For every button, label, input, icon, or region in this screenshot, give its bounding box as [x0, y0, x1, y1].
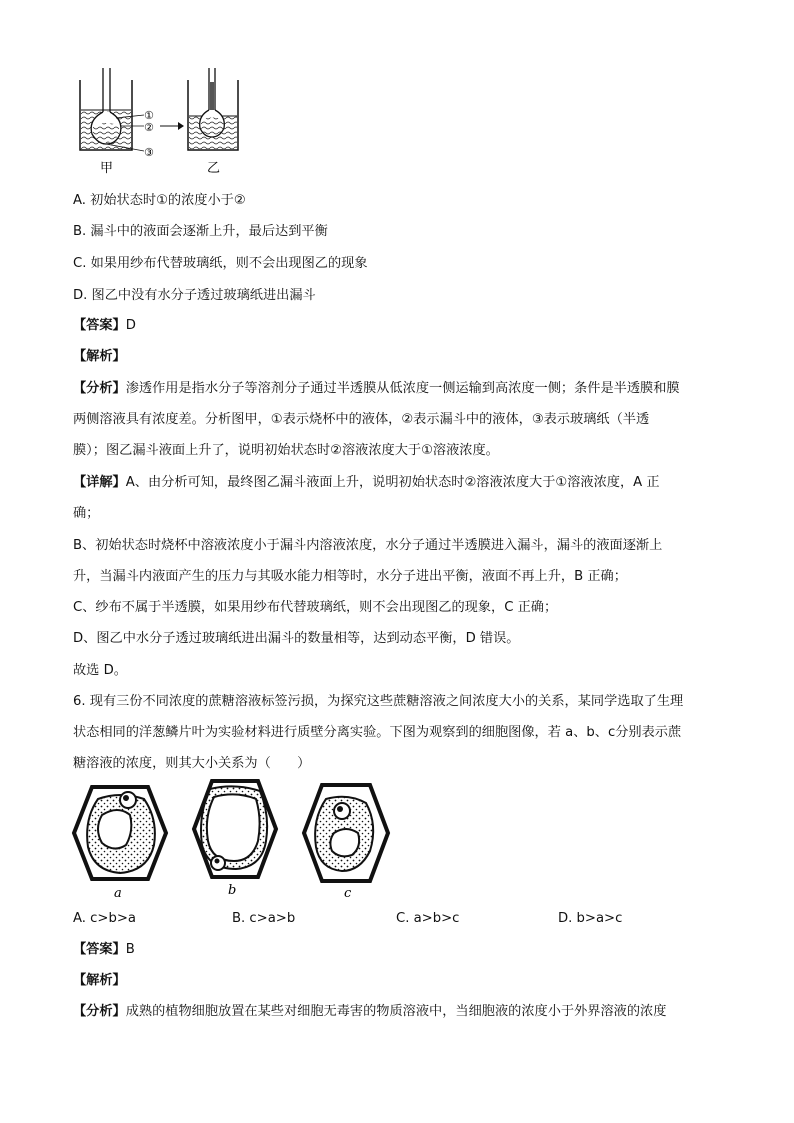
q6-option-b: B. c>a>b	[232, 911, 296, 926]
q5-detail-line-5: C、纱布不属于半透膜，如果用纱布代替玻璃纸，则不会出现图乙的现象，C 正确；	[73, 600, 558, 615]
cell-label-b: b	[228, 883, 237, 898]
q6-option-a: A. c>b>a	[73, 911, 136, 926]
marker-1: ①	[144, 109, 154, 122]
q6-stem-line-2: 状态相同的洋葱鳞片叶为实验材料进行质壁分离实验。下图为观察到的细胞图像，若 a、b、c分别表示蔗	[73, 725, 682, 740]
cell-a	[74, 787, 166, 879]
q5-detail-line-4: 升，当漏斗内液面产生的压力与其吸水能力相等时，水分子进出平衡，液面不再上升，B 正确；	[73, 569, 627, 584]
detail-text: A、由分析可知，最终图乙漏斗液面上升，说明初始状态时②溶液浓度大于①溶液浓度，A 正	[125, 475, 660, 490]
q5-detail-line-2: 确；	[73, 506, 100, 521]
arrow-icon	[160, 122, 184, 130]
q5-detail-line-3: B、初始状态时烧杯中溶液浓度小于漏斗内溶液浓度，水分子通过半透膜进入漏斗，漏斗的液面逐渐上	[73, 538, 663, 553]
marker-3: ③	[144, 146, 154, 159]
q5-option-b: B. 漏斗中的液面会逐渐上升，最后达到平衡	[73, 224, 328, 239]
cells-figure	[70, 775, 400, 905]
q6-stem-line-1: 6. 现有三份不同浓度的蔗糖溶液标签污损，为探究这些蔗糖溶液之间浓度大小的关系，某同学选取了生理	[73, 694, 684, 709]
q6-option-c: C. a>b>c	[396, 911, 460, 926]
q5-detail-line-7: 故选 D。	[73, 663, 127, 678]
marker-2: ②	[144, 121, 154, 134]
q5-detail-line-6: D、图乙中水分子透过玻璃纸进出漏斗的数量相等，达到动态平衡，D 错误。	[73, 631, 520, 646]
beaker-yi	[188, 68, 238, 150]
beaker-jia	[80, 68, 144, 151]
q5-analysis-line-1	[73, 379, 680, 399]
cell-label-c: c	[344, 886, 352, 901]
analysis-text: 成熟的植物细胞放置在某些对细胞无毒害的物质溶液中，当细胞液的浓度小于外界溶液的浓度	[125, 1004, 667, 1019]
q5-analysis-line-3: 膜）；图乙漏斗液面上升了，说明初始状态时②溶液浓度大于①溶液浓度。	[73, 443, 499, 458]
q6-analysis-line-1	[73, 1002, 666, 1022]
answer-value: B	[125, 942, 135, 957]
analysis-tag: 【分析】	[73, 1004, 126, 1019]
q6-analysis-title: 【解析】	[73, 973, 126, 988]
q6-answer	[73, 940, 135, 960]
answer-value: D	[125, 318, 136, 333]
q5-detail-line-1	[73, 473, 660, 493]
cell-label-a: a	[114, 886, 122, 901]
q5-option-a: A. 初始状态时①的浓度小于②	[73, 193, 246, 208]
label-yi: 乙	[207, 161, 221, 176]
analysis-text: 渗透作用是指水分子等溶剂分子通过半透膜从低浓度一侧运输到高浓度一侧；条件是半透膜和膜	[125, 381, 680, 396]
q5-analysis-title: 【解析】	[73, 349, 126, 364]
q5-answer	[73, 316, 136, 336]
q6-stem-line-3: 糖溶液的浓度，则其大小关系为（ ）	[73, 756, 311, 771]
answer-tag: 【答案】	[73, 318, 126, 333]
q5-option-c: C. 如果用纱布代替玻璃纸，则不会出现图乙的现象	[73, 256, 368, 271]
q6-option-d: D. b>a>c	[558, 911, 623, 926]
q5-option-d: D. 图乙中没有水分子透过玻璃纸进出漏斗	[73, 288, 316, 303]
detail-tag: 【详解】	[73, 475, 126, 490]
answer-tag: 【答案】	[73, 942, 126, 957]
q5-analysis-line-2: 两侧溶液具有浓度差。分析图甲，①表示烧杯中的液体，②表示漏斗中的液体，③表示玻璃纸（半透	[73, 412, 650, 427]
analysis-tag: 【分析】	[73, 381, 126, 396]
cell-c	[304, 785, 388, 881]
cell-b	[194, 781, 276, 877]
osmosis-figure	[74, 60, 244, 180]
label-jia: 甲	[100, 161, 114, 176]
